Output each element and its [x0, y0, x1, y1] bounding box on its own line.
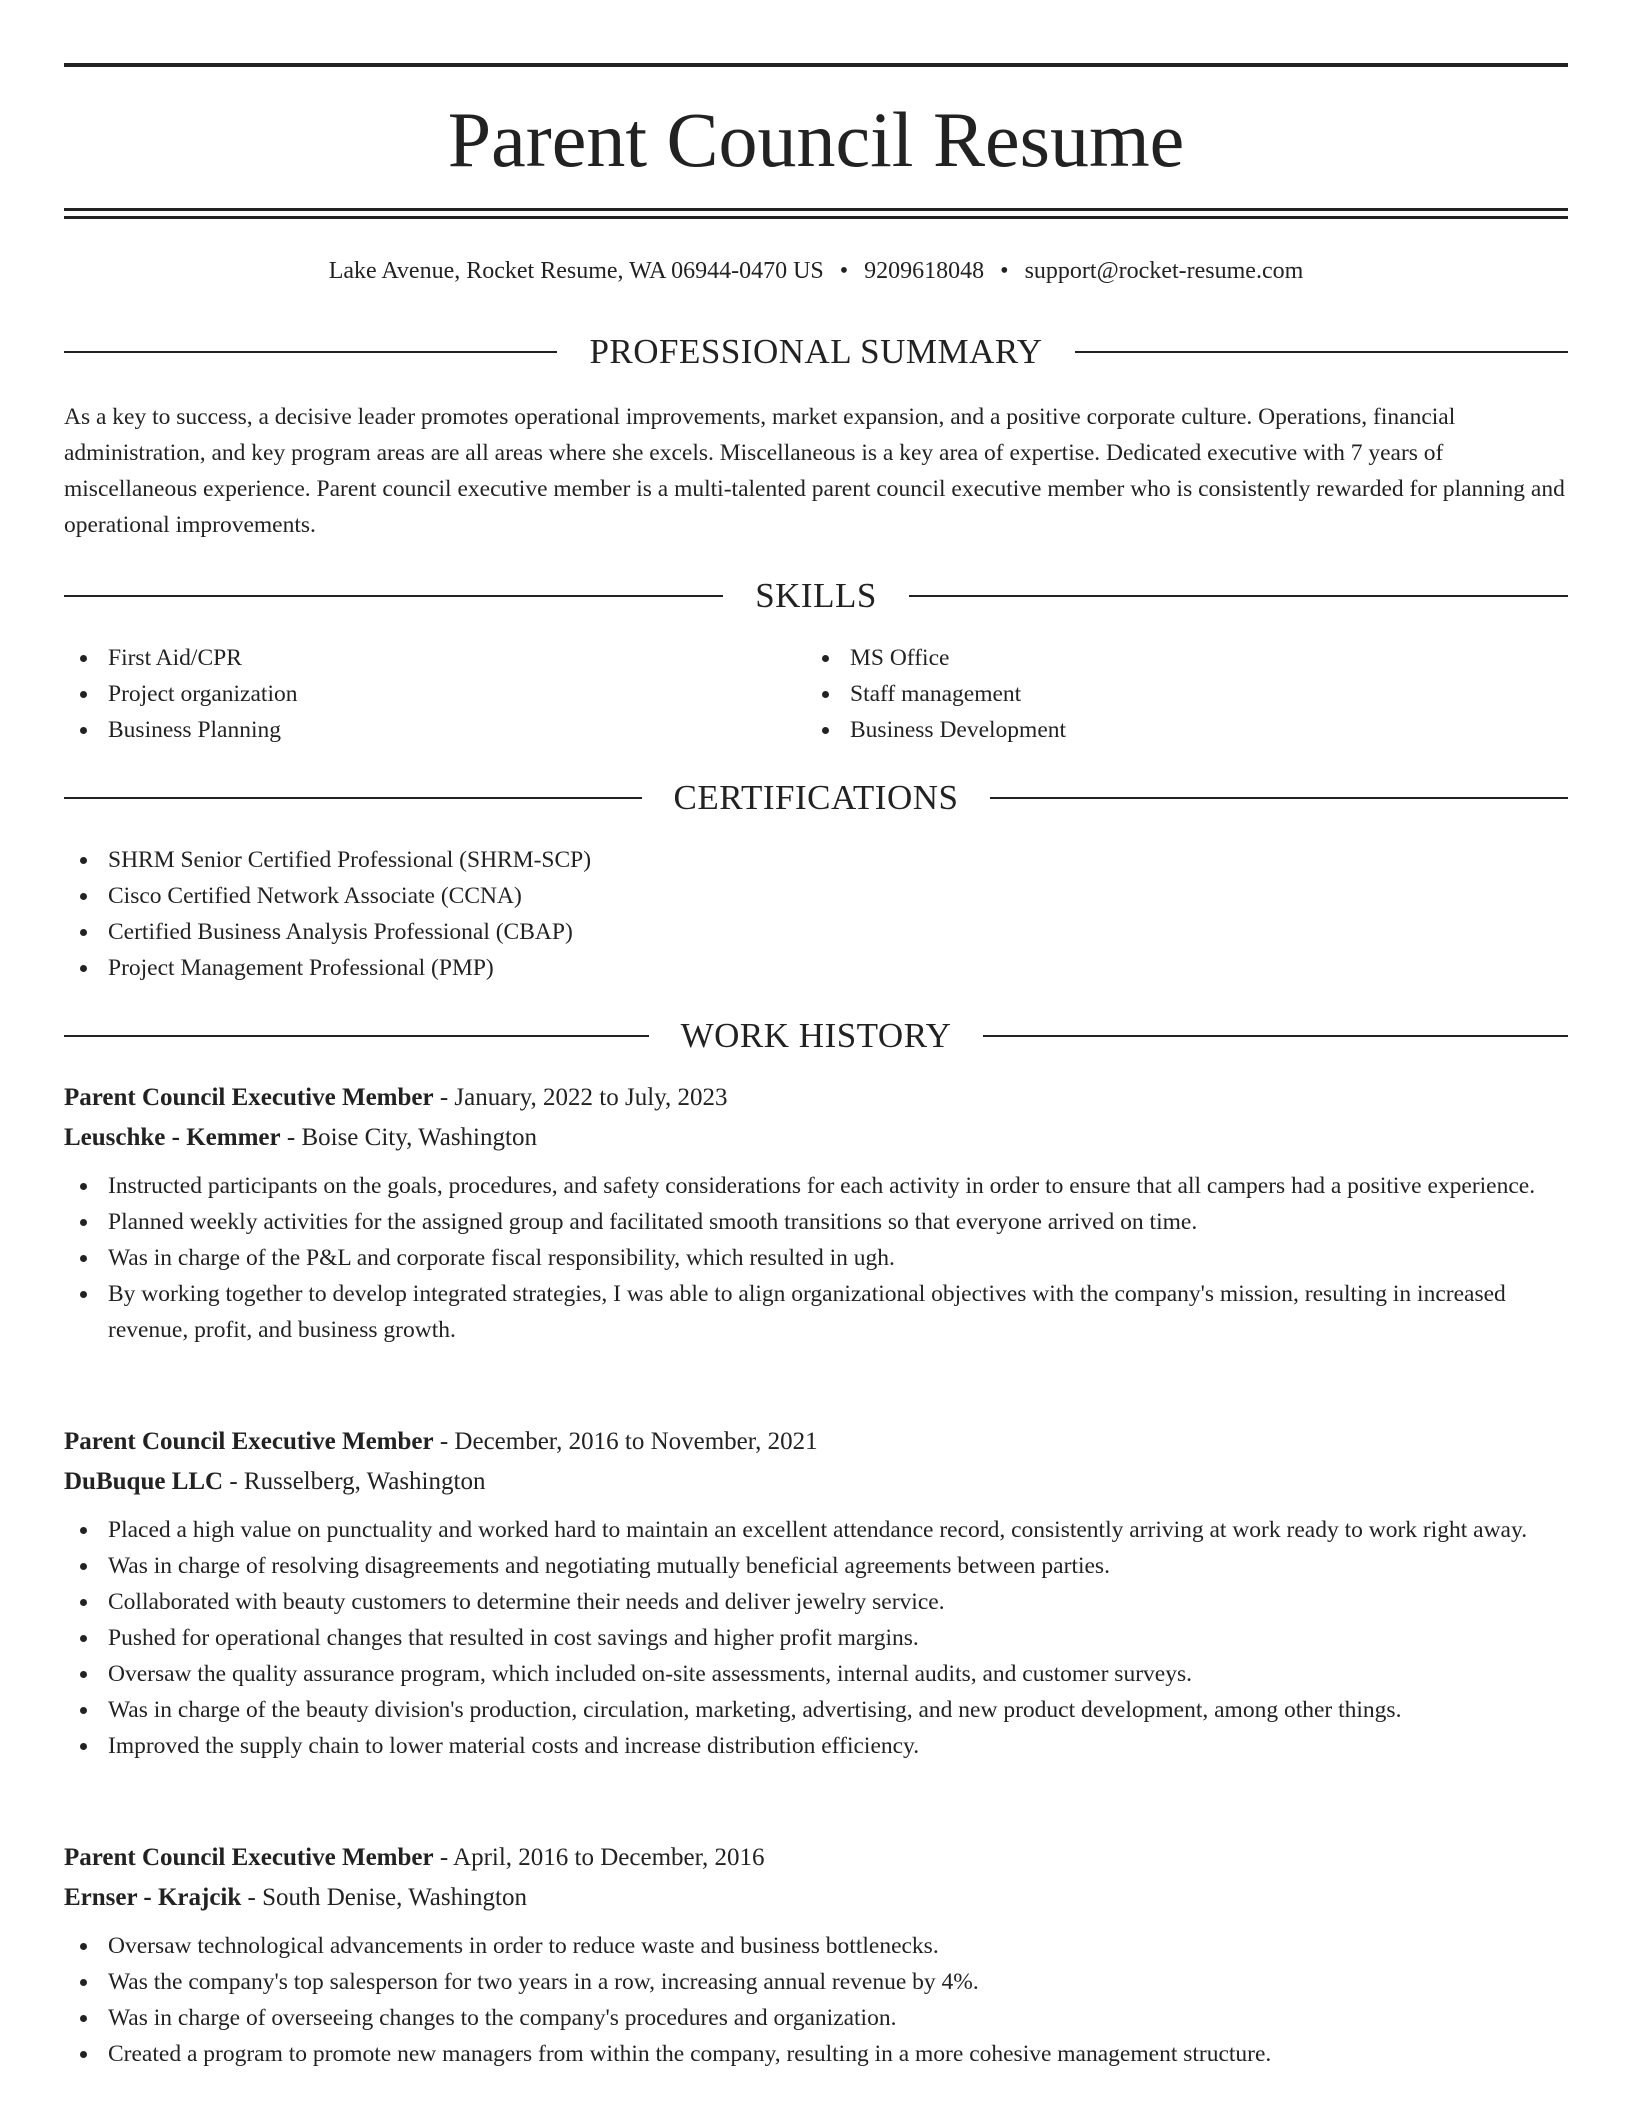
contact-separator: •	[839, 258, 849, 284]
skill-item: Staff management	[806, 676, 1546, 712]
job-entry	[64, 1080, 1568, 1348]
skills-column-left	[64, 640, 804, 748]
job-entry	[64, 1424, 1568, 1764]
job-duty: By working together to develop integrated strategies, I was able to align organizational objectives with the company's mission, resulting in increased revenue, profit, and business growth.	[64, 1276, 1568, 1348]
job-dates: - April, 2016 to December, 2016	[433, 1844, 765, 1871]
job-duty: Was the company's top salesperson for two years in a row, increasing annual revenue by 4%.	[64, 1964, 1568, 2000]
section-header-summary	[64, 330, 1568, 374]
job-title: Parent Council Executive Member	[64, 1844, 434, 1871]
job-duties-list	[64, 1168, 1568, 1348]
certification-item: Cisco Certified Network Associate (CCNA)	[64, 878, 1568, 914]
job-duty: Was in charge of overseeing changes to the company's procedures and organization.	[64, 2000, 1568, 2036]
job-location: - South Denise, Washington	[241, 1884, 528, 1911]
job-title-line	[64, 1424, 1568, 1460]
certifications-list	[64, 842, 1568, 986]
job-company: Leuschke - Kemmer	[64, 1124, 281, 1151]
section-rule-right	[990, 797, 1568, 799]
job-location: - Russelberg, Washington	[223, 1468, 486, 1495]
section-rule-left	[64, 351, 557, 353]
job-duties-list	[64, 1928, 1568, 2072]
skill-item: First Aid/CPR	[64, 640, 804, 676]
job-duty: Oversaw the quality assurance program, which included on-site assessments, internal audits, and customer surveys.	[64, 1656, 1568, 1692]
job-company: Ernser - Krajcik	[64, 1884, 242, 1911]
section-rule-right	[909, 595, 1568, 597]
summary-text: As a key to success, a decisive leader promotes operational improvements, market expansion, and a positive corporate culture. Operations, financial administration, and key program areas are all areas where she excels. Miscellaneous is a key area of expertise. Dedicated executive with 7 years of miscellaneous experience. Parent council executive member is a multi-talented parent council executive member who is consistently rewarded for planning and operational improvements.	[64, 404, 1565, 538]
section-title-work-history: WORK HISTORY	[680, 1016, 952, 1055]
section-rule-right	[983, 1035, 1568, 1037]
certifications-block	[64, 842, 1568, 986]
header-double-rule-upper	[64, 208, 1568, 211]
certification-item: SHRM Senior Certified Professional (SHRM-SCP)	[64, 842, 1568, 878]
job-title: Parent Council Executive Member	[64, 1084, 434, 1111]
contact-address: Lake Avenue, Rocket Resume, WA 06944-0470 US	[328, 258, 824, 284]
section-header-certifications	[64, 776, 1568, 820]
section-header-skills	[64, 574, 1568, 618]
contact-email: support@rocket-resume.com	[1024, 258, 1304, 284]
section-title-summary: PROFESSIONAL SUMMARY	[589, 332, 1043, 371]
certification-item: Project Management Professional (PMP)	[64, 950, 1568, 986]
header-double-rule-lower	[64, 216, 1568, 219]
section-rule-left	[64, 797, 642, 799]
job-duty: Collaborated with beauty customers to determine their needs and deliver jewelry service.	[64, 1584, 1568, 1620]
section-title-skills: SKILLS	[755, 576, 877, 615]
job-duty: Improved the supply chain to lower material costs and increase distribution efficiency.	[64, 1728, 1568, 1764]
section-title-certifications: CERTIFICATIONS	[673, 778, 959, 817]
section-rule-left	[64, 595, 723, 597]
job-duty: Planned weekly activities for the assigned group and facilitated smooth transitions so that everyone arrived on time.	[64, 1204, 1568, 1240]
header-top-rule	[64, 63, 1568, 67]
job-duty: Was in charge of resolving disagreements and negotiating mutually beneficial agreements between parties.	[64, 1548, 1568, 1584]
contact-line	[64, 254, 1568, 288]
job-entry	[64, 1840, 1568, 2072]
job-duty: Created a program to promote new managers from within the company, resulting in a more cohesive management structure.	[64, 2036, 1568, 2072]
job-dates: - December, 2016 to November, 2021	[433, 1428, 818, 1455]
contact-phone: 9209618048	[864, 258, 985, 284]
job-duty: Oversaw technological advancements in order to reduce waste and business bottlenecks.	[64, 1928, 1568, 1964]
job-duty: Instructed participants on the goals, procedures, and safety considerations for each activity in order to ensure that all campers had a positive experience.	[64, 1168, 1568, 1204]
job-duty: Pushed for operational changes that resulted in cost savings and higher profit margins.	[64, 1620, 1568, 1656]
skill-item: Business Development	[806, 712, 1546, 748]
job-duty: Placed a high value on punctuality and worked hard to maintain an excellent attendance record, consistently arriving at work ready to work right away.	[64, 1512, 1568, 1548]
job-duty: Was in charge of the P&L and corporate fiscal responsibility, which resulted in ugh.	[64, 1240, 1568, 1276]
section-rule-right	[1075, 351, 1568, 353]
skills-list-left	[64, 640, 804, 748]
job-company-line	[64, 1464, 1568, 1500]
skills-column-right	[806, 640, 1546, 748]
section-rule-left	[64, 1035, 649, 1037]
section-header-work-history	[64, 1014, 1568, 1058]
job-dates: - January, 2022 to July, 2023	[433, 1084, 728, 1111]
job-duty: Was in charge of the beauty division's production, circulation, marketing, advertising, and new product development, among other things.	[64, 1692, 1568, 1728]
contact-separator: •	[1000, 258, 1009, 284]
job-title-line	[64, 1080, 1568, 1116]
job-title-line	[64, 1840, 1568, 1876]
job-company-line	[64, 1880, 1568, 1916]
skill-item: Project organization	[64, 676, 804, 712]
job-company-line	[64, 1120, 1568, 1156]
certification-item: Certified Business Analysis Professional (CBAP)	[64, 914, 1568, 950]
resume-title: Parent Council Resume	[447, 96, 1185, 183]
job-title: Parent Council Executive Member	[64, 1428, 434, 1455]
skill-item: MS Office	[806, 640, 1546, 676]
job-location: - Boise City, Washington	[280, 1124, 537, 1151]
skill-item: Business Planning	[64, 712, 804, 748]
job-duties-list	[64, 1512, 1568, 1764]
skills-list-right	[806, 640, 1546, 748]
job-company: DuBuque LLC	[64, 1468, 224, 1495]
